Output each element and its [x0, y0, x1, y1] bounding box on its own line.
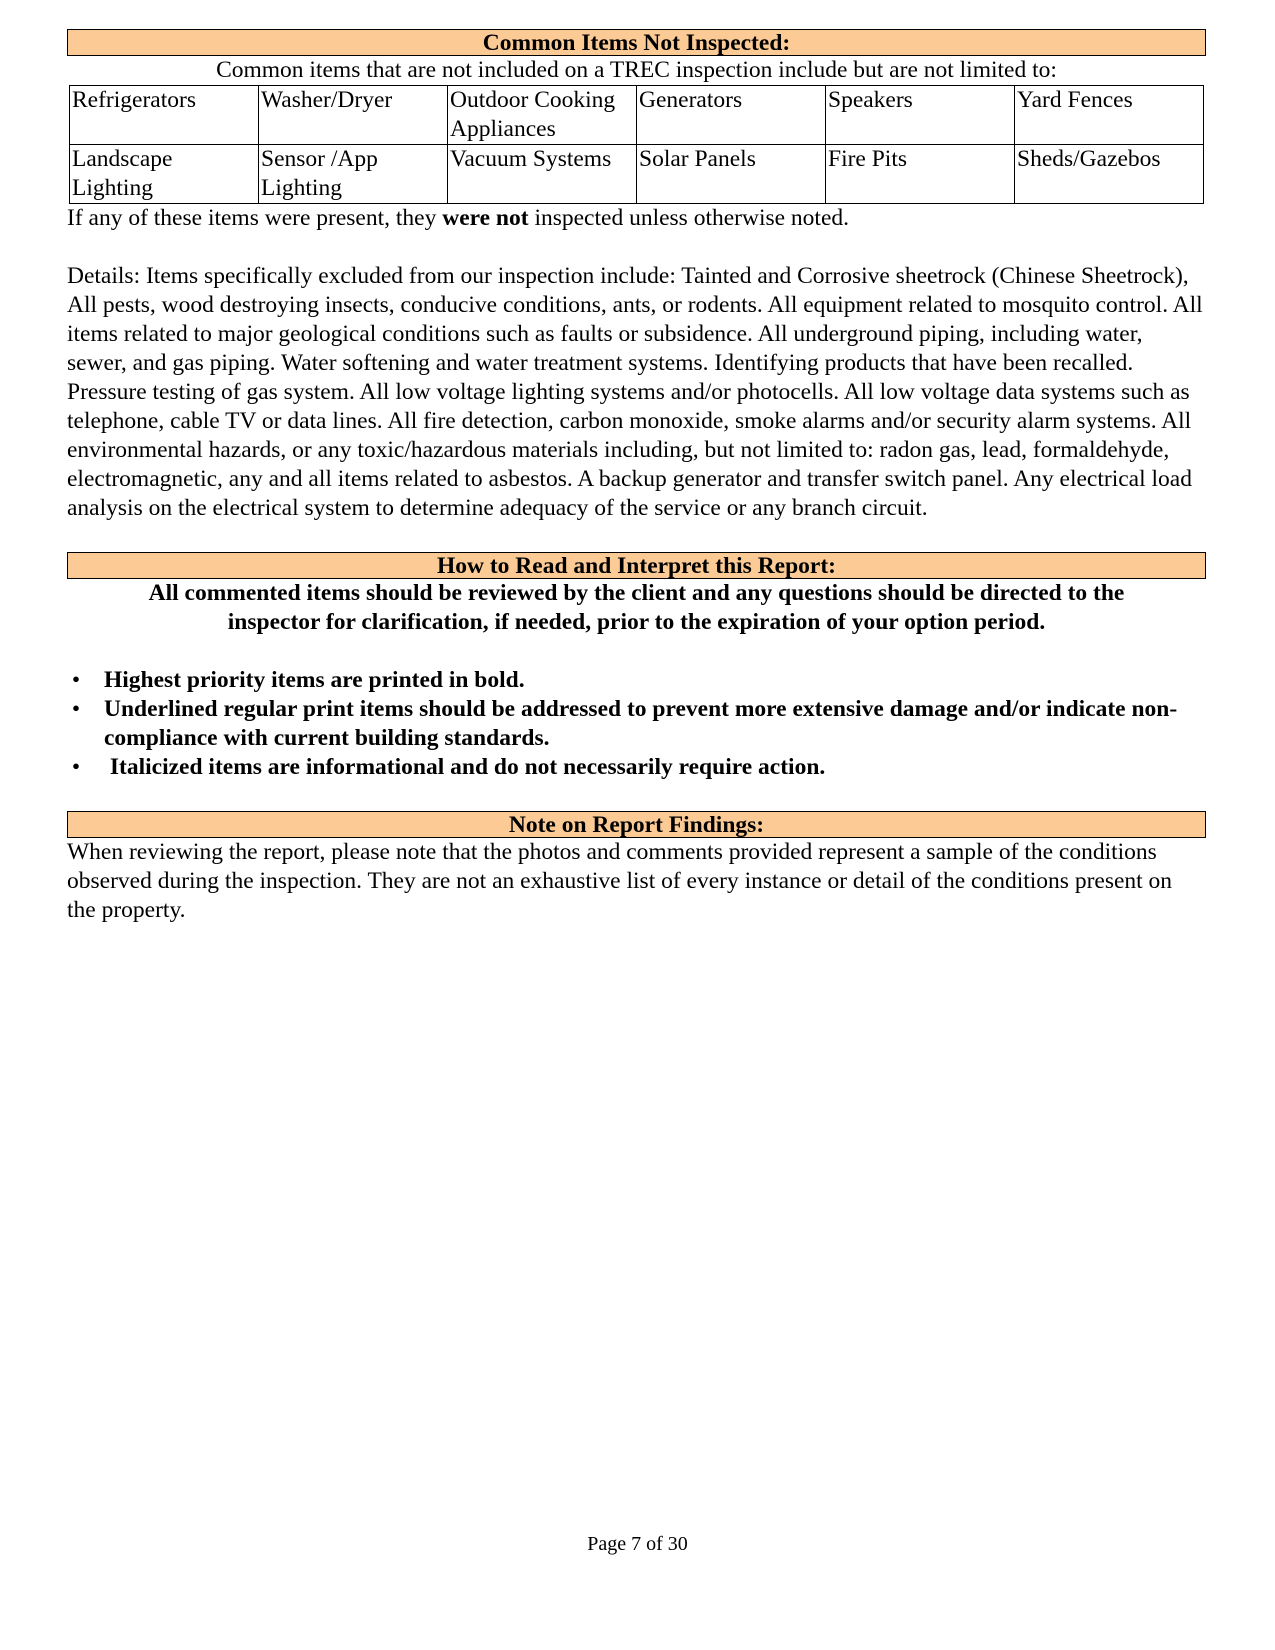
- common-items-header: Common Items Not Inspected:: [67, 29, 1206, 56]
- list-item: [67, 695, 1206, 753]
- report-findings-header: Note on Report Findings:: [67, 811, 1206, 838]
- table-cell: Generators: [637, 86, 826, 145]
- page-number: Page 7 of 30: [587, 1533, 688, 1555]
- list-item: [67, 666, 1206, 695]
- not-inspected-note: [67, 204, 1206, 233]
- how-to-read-intro: All commented items should be reviewed by the client and any questions should be directed to the inspector for clarification, if needed, prior to the expiration of your option period.: [148, 580, 1125, 635]
- note-text-bold: were not: [442, 205, 529, 231]
- bullet-icon: •: [71, 754, 81, 780]
- table-cell: Washer/Dryer: [259, 86, 448, 145]
- table-cell: Landscape Lighting: [70, 145, 259, 204]
- not-inspected-table: [69, 85, 1204, 204]
- table-cell: Vacuum Systems: [448, 145, 637, 204]
- note-text-before: If any of these items were present, they: [67, 205, 443, 231]
- table-cell: Sensor /App Lighting: [259, 145, 448, 204]
- exclusion-details: Details: Items specifically excluded from our inspection include: Tainted and Corrosive sheetrock (Chinese Sheetrock), All pests, wood destroying insects, conducive conditions, ants, or rodents. All equipment related to mosquito control. All items related to major geological conditions such as faults or subsidence. All underground piping, including water, sewer, and gas piping. Water softening and water treatment systems. Identifying products that have been recalled. Pressure testing of gas system. All low voltage lighting systems and/or photocells. All low voltage data systems such as telephone, cable TV or data lines. All fire detection, carbon monoxide, smoke alarms and/or security alarm systems. All environmental hazards, or any toxic/hazardous materials including, but not limited to: radon gas, lead, formaldehyde, electromagnetic, any and all items related to asbestos. A backup generator and transfer switch panel. Any electrical load analysis on the electrical system to determine adequacy of the service or any branch circuit.: [67, 263, 1203, 521]
- bullet-icon: •: [71, 667, 81, 693]
- note-text-after: inspected unless otherwise noted.: [528, 205, 850, 231]
- report-findings-body: When reviewing the report, please note that the photos and comments provided represent a sample of the conditions observed during the inspection. They are not an exhaustive list of every instance or detail of the conditions present on the property.: [67, 839, 1173, 923]
- table-cell: Solar Panels: [637, 145, 826, 204]
- table-cell: Fire Pits: [826, 145, 1015, 204]
- table-cell: Sheds/Gazebos: [1015, 145, 1204, 204]
- list-item: [67, 753, 1206, 782]
- table-row: [70, 86, 1204, 145]
- table-cell: Speakers: [826, 86, 1015, 145]
- report-page: [67, 29, 1206, 925]
- table-row: [70, 145, 1204, 204]
- bullet-text: Italicized items are informational and do not necessarily require action.: [104, 754, 826, 780]
- bullet-text: Highest priority items are printed in bold.: [104, 667, 525, 693]
- how-to-read-header: How to Read and Interpret this Report:: [67, 552, 1206, 579]
- bullet-icon: •: [71, 696, 81, 722]
- priority-legend-list: [67, 666, 1206, 782]
- table-cell: Yard Fences: [1015, 86, 1204, 145]
- bullet-text: Underlined regular print items should be addressed to prevent more extensive damage and/or indicate non-compliance with current building standards.: [104, 696, 1178, 751]
- table-cell: Outdoor Cooking Appliances: [448, 86, 637, 145]
- common-items-intro: Common items that are not included on a TREC inspection include but are not limited to:: [216, 57, 1057, 83]
- table-cell: Refrigerators: [70, 86, 259, 145]
